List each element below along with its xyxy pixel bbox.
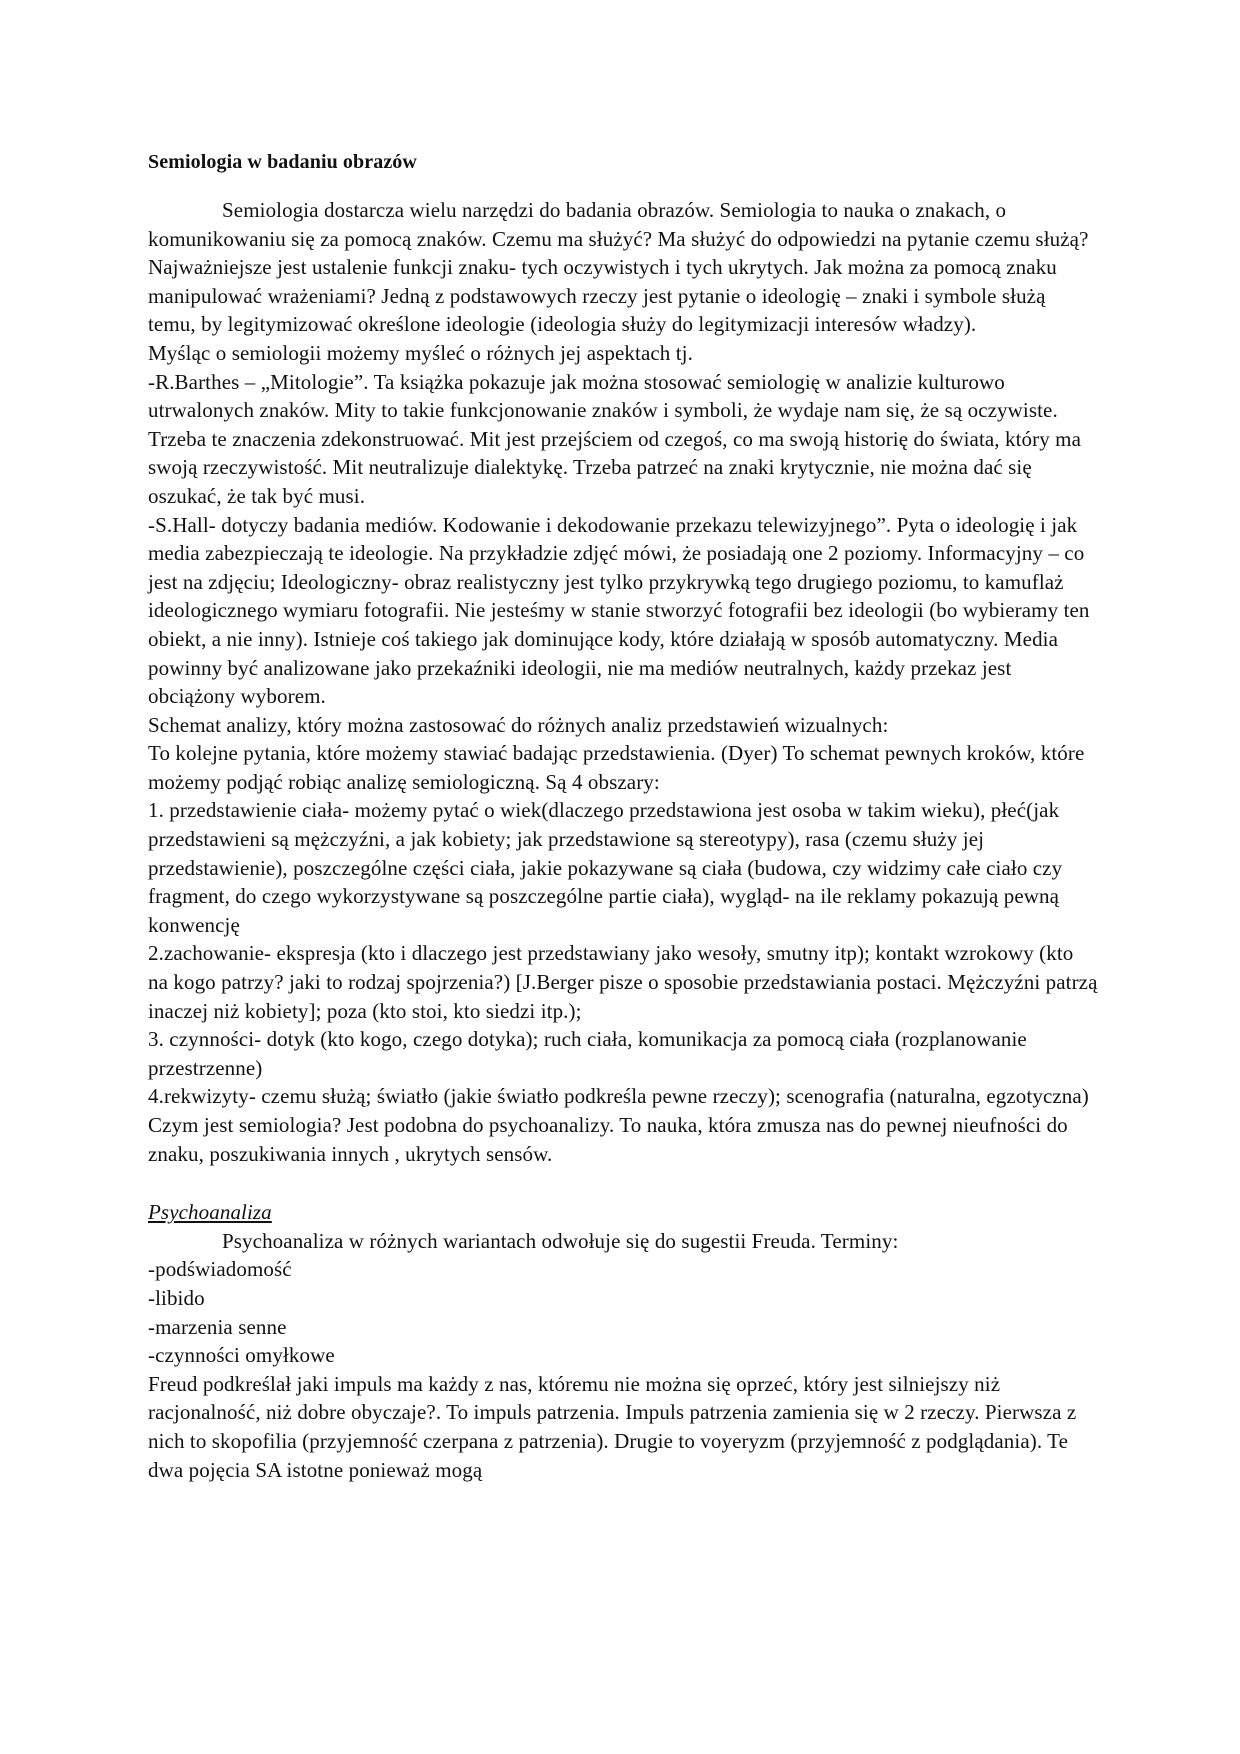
list-item-props: 4.rekwizyty- czemu służą; światło (jakie światło podkreśla pewne rzeczy); scenografia (naturalna, egzotyczna) — [148, 1084, 1089, 1109]
list-item-actions: 3. czynności- dotyk (kto kogo, czego dotyka); ruch ciała, komunikacja za pomocą ciała (rozplanowanie przestrzenne) — [148, 1027, 1027, 1080]
term-item: -libido — [148, 1285, 205, 1310]
paragraph-intro: Semiologia dostarcza wielu narzędzi do badania obrazów. Semiologia to nauka o znakach, o komunikowaniu się za pomocą znaków. Czemu ma służyć? Ma służyć do odpowiedzi na pytanie czemu służą? Najważniejsze jest ustalenie funkcji znaku- tych oczywistych i tych ukrytych. Jak można za pomocą znaku manipulować wrażeniami? Jedną z podstawowych rzeczy jest pytanie o ideologię – znaki i symbole służą temu, by legitymizować określone ideologie (ideologia służy do legitymizacji interesów władzy). — [148, 198, 1089, 337]
paragraph-dyer: To kolejne pytania, które możemy stawiać badając przedstawienia. (Dyer) To schemat pewnych kroków, które możemy podjąć robiąc analizę semiologiczną. Są 4 obszary: — [148, 741, 1085, 794]
paragraph-hall: -S.Hall- dotyczy badania mediów. Kodowanie i dekodowanie przekazu telewizyjnego”. Pyta o ideologię i jak media zabezpieczają te ideologie. Na przykładzie zdjęć mówi, że posiadają one 2 poziomy. Informacyjny – co jest na zdjęciu; Ideologiczny- obraz realistyczny jest tylko przykrywką tego drugiego poziomu, to kamuflaż ideologicznego wymiaru fotografii. Nie jesteśmy w stanie stworzyć fotografii bez ideologii (bo wybieramy ten obiekt, a nie inny). Istnieje coś takiego jak dominujące kody, które działają w sposób automatyczny. Media powinny być analizowane jako przekaźniki ideologii, nie ma mediów neutralnych, każdy przekaz jest obciążony wyborem. — [148, 512, 1090, 709]
term-item: -czynności omyłkowe — [148, 1343, 335, 1368]
paragraph-schema: Schemat analizy, który można zastosować do różnych analiz przedstawień wizualnych: — [148, 712, 889, 737]
document-title: Semiologia w badaniu obrazów — [148, 151, 417, 173]
paragraph-aspects: Myśląc o semiologii możemy myśleć o różnych jej aspektach tj. — [148, 340, 693, 365]
section-spacer — [148, 1168, 1098, 1198]
term-item: -marzenia senne — [148, 1314, 287, 1339]
paragraph-freud: Freud podkreślał jaki impuls ma każdy z nas, któremu nie można się oprzeć, który jest silniejszy niż racjonalność, niż dobre obyczaje?. To impuls patrzenia. Impuls patrzenia zamienia się w 2 rzeczy. Pierwsza z nich to skopofilia (przyjemność czerpana z patrzenia). Drugie to voyeryzm (przyjemność z podglądania). Te dwa pojęcia SA istotne ponieważ mogą — [148, 1371, 1077, 1482]
document-page — [148, 148, 1098, 1484]
list-item-behaviour: 2.zachowanie- ekspresja (kto i dlaczego jest przedstawiany jako wesoły, smutny itp); kontakt wzrokowy (kto na kogo patrzy? jaki to rodzaj spojrzenia?) [J.Berger pisze o sposobie przedstawiania postaci. Mężczyźni patrzą inaczej niż kobiety]; poza (kto stoi, kto siedzi itp.); — [148, 941, 1098, 1023]
list-item-body: 1. przedstawienie ciała- możemy pytać o wiek(dlaczego przedstawiona jest osoba w takim wieku), płeć(jak przedstawieni są mężczyźni, a jak kobiety; jak przedstawione są stereotypy), rasa (czemu służy jej przedstawienie), poszczególne części ciała, jakie pokazywane są ciała (budowa, czy widzimy całe ciało czy fragment, do czego wykorzystywane są poszczególne partie ciała), wygląd- na ile reklamy pokazują pewną konwencję — [148, 798, 1063, 937]
section-heading-psychoanaliza: Psychoanaliza — [148, 1200, 272, 1225]
paragraph-psychoanaliza-intro: Psychoanaliza w różnych wariantach odwołuje się do sugestii Freuda. Terminy: — [222, 1228, 899, 1253]
term-item: -podświadomość — [148, 1257, 292, 1282]
paragraph-barthes: -R.Barthes – „Mitologie”. Ta książka pokazuje jak można stosować semiologię w analizie kulturowo utrwalonych znaków. Mity to takie funkcjonowanie znaków i symboli, że wydaje nam się, że są oczywiste. Trzeba te znaczenia zdekonstruować. Mit jest przejściem od czegoś, co ma swoją historię do świata, który ma swoją rzeczywistość. Mit neutralizuje dialektykę. Trzeba patrzeć na znaki krytycznie, nie można dać się oszukać, że tak być musi. — [148, 369, 1082, 508]
paragraph-semiology-summary: Czym jest semiologia? Jest podobna do psychoanalizy. To nauka, która zmusza nas do pewnej nieufności do znaku, poszukiwania innych , ukrytych sensów. — [148, 1113, 1068, 1166]
